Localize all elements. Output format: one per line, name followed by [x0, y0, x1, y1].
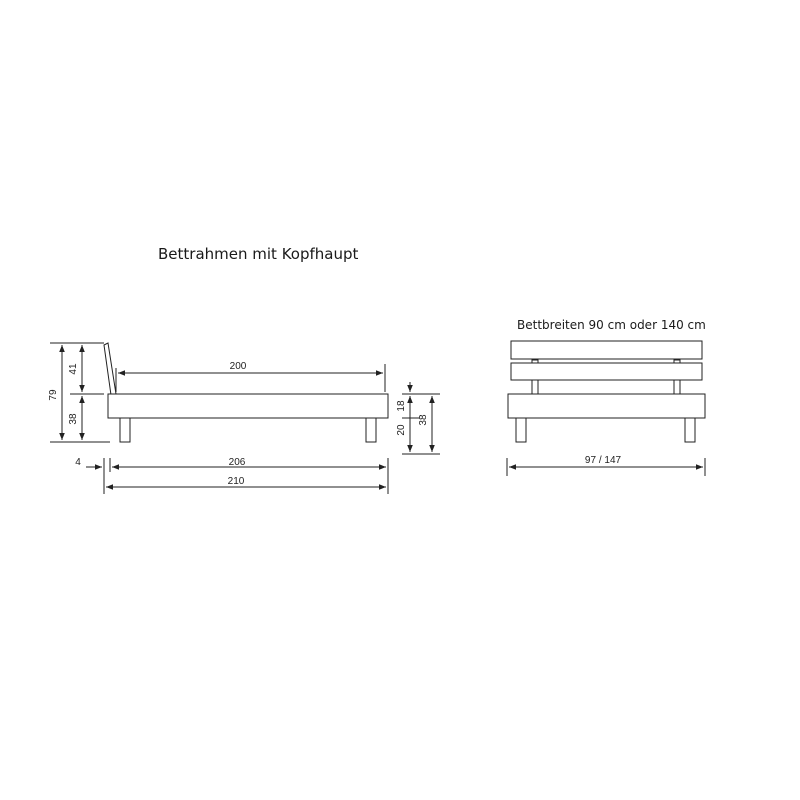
dim-label-total-height: 79 — [48, 389, 59, 401]
headboard — [104, 343, 116, 395]
height-detail — [396, 382, 440, 454]
bed-frame — [108, 394, 388, 418]
dim-label-frame-length: 206 — [228, 457, 246, 468]
side-view — [48, 343, 388, 494]
dim-label-headboard-thickness: 4 — [75, 457, 81, 468]
bed-leg-left — [120, 418, 130, 442]
dim-label-overall-length: 210 — [227, 476, 245, 487]
headboard-panel-top — [511, 341, 702, 359]
front-leg-left — [516, 418, 526, 442]
dim-label-frame-height: 38 — [68, 413, 79, 425]
dim-label-headboard-height: 41 — [68, 363, 79, 375]
dim-label-leg-height: 20 — [396, 424, 407, 436]
dim-label-detail-total: 38 — [418, 414, 429, 426]
front-leg-right — [685, 418, 695, 442]
bed-leg-right — [366, 418, 376, 442]
dim-label-width: 97 / 147 — [584, 455, 622, 466]
dim-label-frame-top: 18 — [396, 400, 407, 412]
bed-width-note: Bettbreiten 90 cm oder 140 cm — [517, 318, 706, 332]
front-view — [507, 341, 705, 476]
page-title: Bettrahmen mit Kopfhaupt — [158, 245, 359, 263]
dim-label-mattress-length: 200 — [229, 361, 247, 372]
headboard-panel-bottom — [511, 363, 702, 380]
front-bed-frame — [508, 394, 705, 418]
